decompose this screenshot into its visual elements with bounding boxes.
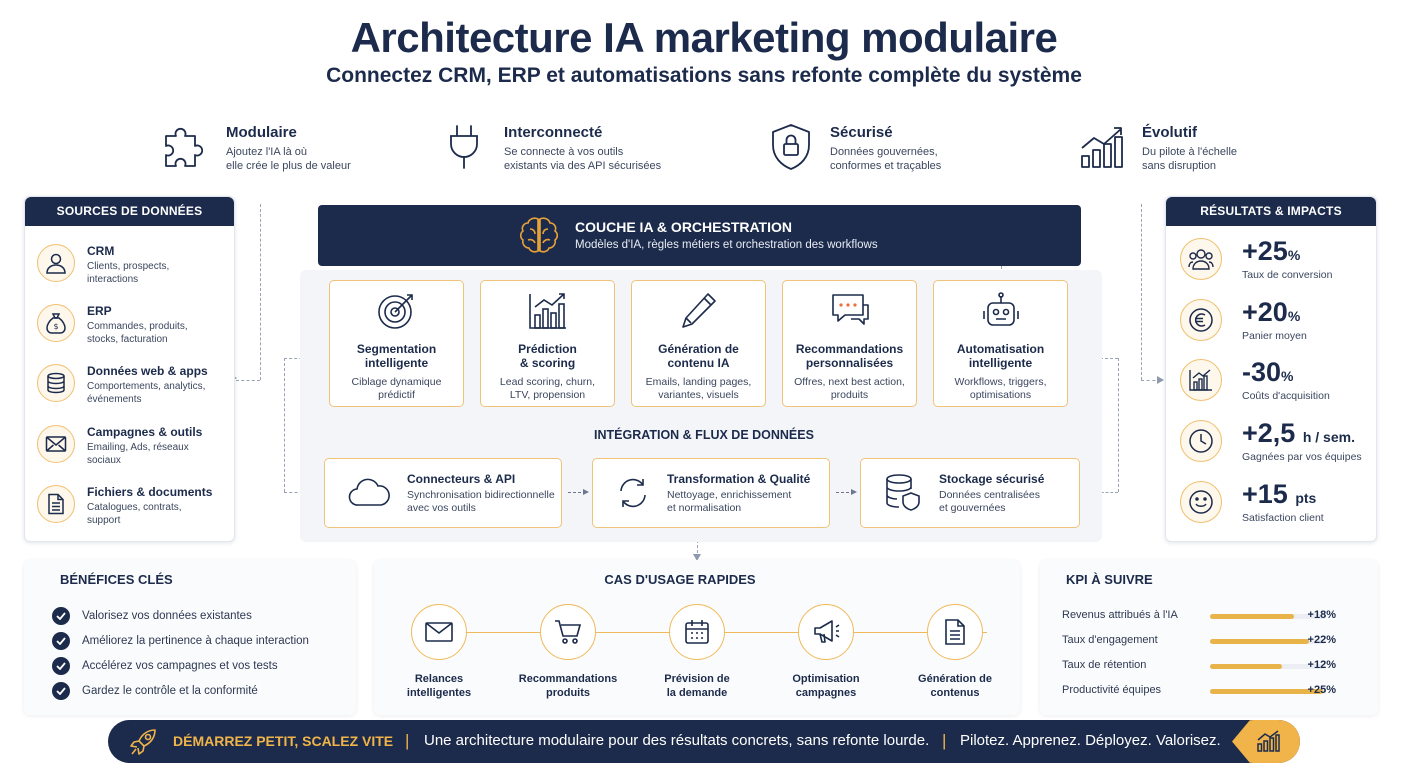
result-desc: Panier moyen bbox=[1242, 330, 1307, 342]
source-web bbox=[37, 364, 208, 406]
use-case-item bbox=[900, 604, 1010, 700]
connector-line bbox=[1141, 204, 1142, 380]
module-generation bbox=[631, 280, 766, 407]
benefit-item: Gardez le contrôle et la conformité bbox=[52, 682, 258, 700]
euro-icon bbox=[1180, 299, 1222, 341]
database-icon bbox=[37, 364, 75, 402]
result-value: +20% bbox=[1242, 297, 1301, 327]
secure-storage-icon bbox=[883, 473, 923, 513]
users-icon bbox=[1180, 238, 1222, 280]
integration-item-title: Transformation & Qualité bbox=[667, 471, 811, 486]
results-panel bbox=[1165, 196, 1377, 542]
use-cases-title: CAS D'USAGE RAPIDES bbox=[604, 572, 756, 587]
brain-icon bbox=[518, 215, 560, 255]
benefit-item: Valorisez vos données existantes bbox=[52, 607, 252, 625]
kpi-row: Productivité équipes +25% bbox=[1062, 684, 1336, 696]
page-title: Architecture IA marketing modulaire bbox=[350, 14, 1058, 61]
source-title: Données web & apps bbox=[87, 364, 208, 378]
cloud-icon bbox=[347, 477, 391, 509]
clock-icon bbox=[1180, 420, 1222, 462]
calendar-icon bbox=[669, 604, 725, 660]
integration-transformation bbox=[592, 458, 830, 528]
use-case-item bbox=[513, 604, 623, 700]
use-case-label: Relances intelligentes bbox=[406, 673, 472, 699]
feature-title: Évolutif bbox=[1142, 124, 1197, 141]
sources-panel bbox=[24, 196, 235, 542]
source-desc: Clients, prospects, interactions bbox=[87, 261, 170, 285]
feature-title: Sécurisé bbox=[830, 124, 893, 141]
module-desc: Emails, landing pages, variantes, visuels bbox=[645, 376, 752, 401]
pencil-icon bbox=[678, 291, 720, 331]
robot-icon bbox=[980, 291, 1022, 331]
use-cases-panel bbox=[374, 560, 1020, 715]
benefits-panel bbox=[24, 560, 356, 715]
result-desc: Taux de conversion bbox=[1242, 269, 1333, 281]
integration-connecteurs bbox=[324, 458, 562, 528]
use-case-item bbox=[384, 604, 494, 700]
check-icon bbox=[52, 607, 70, 625]
integration-item-title: Connecteurs & API bbox=[407, 471, 516, 486]
kpi-title: KPI À SUIVRE bbox=[1066, 572, 1153, 587]
feature-desc: Données gouvernées, conformes et traçables bbox=[830, 146, 942, 172]
source-title: Campagnes & outils bbox=[87, 425, 203, 439]
bottom-banner bbox=[108, 720, 1300, 763]
check-icon bbox=[52, 657, 70, 675]
connector-line bbox=[1118, 358, 1119, 492]
result-item bbox=[1180, 298, 1307, 342]
ai-layer-title: COUCHE IA & ORCHESTRATION bbox=[575, 219, 792, 235]
source-crm bbox=[37, 244, 169, 286]
arrow-head bbox=[851, 489, 857, 495]
money-bag-icon bbox=[37, 304, 75, 342]
module-automatisation bbox=[933, 280, 1068, 407]
source-title: Fichiers & documents bbox=[87, 485, 213, 499]
feature-interconnecte bbox=[440, 122, 661, 173]
module-prediction bbox=[480, 280, 615, 407]
banner-separator: | bbox=[405, 731, 410, 750]
ai-layer-desc: Modèles d'IA, règles métiers et orchestration des workflows bbox=[575, 239, 878, 251]
source-title: ERP bbox=[87, 304, 112, 318]
module-desc: Offres, next best action, produits bbox=[794, 376, 905, 401]
document-icon bbox=[37, 485, 75, 523]
use-case-label: Prévision de la demande bbox=[664, 673, 730, 699]
kpi-row: Taux de rétention +12% bbox=[1062, 659, 1336, 671]
module-title: Génération de contenu IA bbox=[658, 342, 739, 370]
module-title: Segmentation intelligente bbox=[356, 342, 437, 370]
module-desc: Lead scoring, churn, LTV, propension bbox=[499, 376, 596, 401]
page-subtitle: Connectez CRM, ERP et automatisations sans refonte complète du système bbox=[326, 64, 1082, 87]
use-case-label: Recommandations produits bbox=[518, 673, 618, 699]
feature-desc: Du pilote à l'échelle sans disruption bbox=[1142, 146, 1238, 172]
integration-title: INTÉGRATION & FLUX DE DONNÉES bbox=[594, 428, 814, 442]
source-desc: Comportements, analytics, événements bbox=[87, 381, 206, 405]
kpi-row: Taux d'engagement +22% bbox=[1062, 634, 1336, 646]
target-icon bbox=[376, 291, 418, 331]
feature-modulaire bbox=[162, 122, 351, 173]
integration-item-desc: Nettoyage, enrichissement et normalisation bbox=[667, 488, 792, 514]
arrow-head bbox=[583, 489, 589, 495]
results-header: RÉSULTATS & IMPACTS bbox=[1166, 197, 1376, 226]
use-case-item bbox=[642, 604, 752, 700]
use-case-item bbox=[771, 604, 881, 700]
chat-icon bbox=[829, 291, 871, 331]
integration-item-title: Stockage sécurisé bbox=[939, 471, 1045, 486]
megaphone-icon bbox=[798, 604, 854, 660]
integration-stockage bbox=[860, 458, 1080, 528]
module-desc: Ciblage dynamique prédictif bbox=[351, 376, 442, 401]
connector-line bbox=[260, 204, 261, 380]
banner-headline: DÉMARREZ PETIT, SCALEZ VITE bbox=[173, 733, 394, 749]
kpi-row: Revenus attribués à l'IA +18% bbox=[1062, 609, 1336, 621]
feature-evolutif bbox=[1078, 122, 1237, 173]
use-case-label: Génération de contenus bbox=[918, 673, 992, 699]
svg-text:$: $ bbox=[53, 322, 59, 331]
use-case-label: Optimisation campagnes bbox=[792, 673, 860, 699]
feature-title: Interconnecté bbox=[504, 124, 603, 141]
result-desc: Gagnées par vos équipes bbox=[1242, 451, 1362, 463]
growth-chart-icon bbox=[1078, 122, 1128, 172]
result-value: -30% bbox=[1242, 357, 1294, 387]
check-icon bbox=[52, 682, 70, 700]
plug-icon bbox=[440, 122, 490, 172]
feature-securise bbox=[766, 122, 941, 173]
feature-desc: Ajoutez l'IA là où elle crée le plus de valeur bbox=[226, 146, 351, 172]
benefit-item: Accélérez vos campagnes et vos tests bbox=[52, 657, 278, 675]
feature-title: Modulaire bbox=[226, 124, 297, 141]
doc-icon bbox=[927, 604, 983, 660]
module-desc: Workflows, triggers, optimisations bbox=[954, 376, 1047, 401]
result-value: +15 pts bbox=[1242, 479, 1317, 509]
puzzle-icon bbox=[162, 122, 212, 172]
user-icon bbox=[37, 244, 75, 282]
source-desc: Emailing, Ads, réseaux sociaux bbox=[87, 442, 189, 466]
banner-message: Une architecture modulaire pour des résultats concrets, sans refonte lourde. bbox=[424, 732, 930, 749]
cart-icon bbox=[540, 604, 596, 660]
integration-item-desc: Synchronisation bidirectionnelle avec vos outils bbox=[407, 488, 555, 514]
result-value: +2,5 h / sem. bbox=[1242, 418, 1355, 448]
integration-item-desc: Données centralisées et gouvernées bbox=[939, 488, 1040, 514]
envelope-icon bbox=[411, 604, 467, 660]
bar-chart-icon bbox=[1180, 359, 1222, 401]
source-desc: Catalogues, contrats, support bbox=[87, 502, 182, 526]
result-desc: Satisfaction client bbox=[1242, 512, 1324, 524]
benefits-title: BÉNÉFICES CLÉS bbox=[60, 572, 173, 587]
module-segmentation bbox=[329, 280, 464, 407]
smile-icon bbox=[1180, 481, 1222, 523]
source-erp bbox=[37, 304, 188, 346]
benefit-item: Améliorez la pertinence à chaque interaction bbox=[52, 632, 309, 650]
source-fichiers bbox=[37, 485, 212, 527]
module-title: Automatisation intelligente bbox=[956, 342, 1045, 370]
result-item bbox=[1180, 237, 1332, 281]
ai-layer-banner bbox=[318, 205, 1081, 266]
growth-chart-icon bbox=[1256, 730, 1280, 752]
chart-icon bbox=[527, 291, 569, 331]
banner-separator: | bbox=[942, 731, 947, 750]
result-value: +25% bbox=[1242, 236, 1301, 266]
check-icon bbox=[52, 632, 70, 650]
module-title: Recommandations personnalisées bbox=[795, 342, 904, 370]
result-item bbox=[1180, 480, 1324, 524]
shield-lock-icon bbox=[766, 122, 816, 172]
result-item bbox=[1180, 358, 1330, 402]
module-title: Prédiction & scoring bbox=[518, 342, 577, 370]
result-desc: Coûts d'acquisition bbox=[1242, 390, 1330, 402]
kpi-panel bbox=[1040, 560, 1378, 715]
connector-line bbox=[284, 358, 285, 492]
arrow-head bbox=[1157, 376, 1164, 384]
sync-icon bbox=[615, 475, 651, 511]
source-title: CRM bbox=[87, 244, 115, 258]
connector-line bbox=[236, 380, 260, 381]
feature-desc: Se connecte à vos outils existants via des API sécurisées bbox=[504, 146, 662, 172]
banner-tagline: Pilotez. Apprenez. Déployez. Valorisez. bbox=[960, 732, 1221, 749]
sources-header: SOURCES DE DONNÉES bbox=[25, 197, 234, 226]
source-desc: Commandes, produits, stocks, facturation bbox=[87, 321, 188, 345]
rocket-icon bbox=[128, 727, 158, 757]
result-item bbox=[1180, 419, 1362, 463]
module-recommandations bbox=[782, 280, 917, 407]
